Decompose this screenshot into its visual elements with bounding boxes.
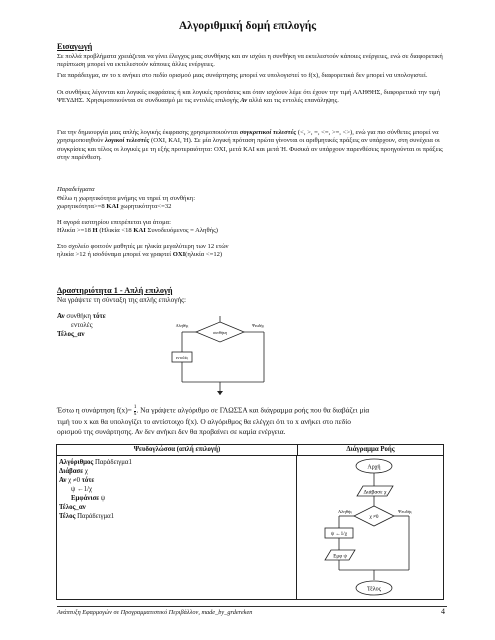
flowchart-header: Διάγραμμα Ροής: [346, 446, 395, 453]
print-label: Εμφ ψ: [333, 553, 347, 560]
example-1: Θέλω η χωρητικότητα μνήμης να τηρεί τη συνθήκη:: [57, 194, 196, 202]
examples-heading: Παραδείγματα: [57, 186, 95, 193]
true-branch-label: Αληθής: [337, 509, 353, 514]
false-branch-label: Ψευδής: [251, 323, 265, 328]
footer-text: Ανάπτυξη Εφαρμογών σε Προγραμματιστικό Περιβάλλον, made_by_grdereken: [57, 609, 253, 616]
example-1-expression: χωρητικότητα>=8 ΚΑΙ χωρητικότητα<=32: [57, 203, 172, 210]
intro-heading: Εισαγωγή: [57, 42, 93, 51]
task-description: Έστω η συνάρτηση f(x)= $\frac{1}{x}$ . Να γράψετε αλγόριθμο σε ΓΛΩΣΣΑ και διάγραμμα ροής που θα διαβάζει μία τιμή του x και θα υπολογίζει το αντίστοιχο f(x). Ο αλγόριθμος θα ελέγχει ότι το x ανήκει στο πεδίο ορισμού της συνάρτησης. Αν δεν ανήκει δεν θα προβαίνει σε καμία ενέργεια.: [57, 404, 370, 436]
syntax-block: Αν συνθήκη τότε εντολές Τέλος_αν: [57, 312, 106, 338]
true-branch-label: Αληθής: [175, 323, 189, 328]
page-title: Αλγοριθμική δομή επιλογής: [178, 20, 317, 32]
end-label: Τέλος: [366, 586, 382, 593]
examples-block: [57, 186, 449, 260]
intro-paragraph-2: Για παράδειγμα, αν το x ανήκει στο πεδίο ορισμού μιας συνάρτησης μπορεί να υπολογιστεί το f(x), διαφορετικά δεν μπορεί να υπολογιστεί.: [57, 72, 428, 79]
intro-paragraph-4: Για την δημιουργία μιας απλής λογικής έκφρασης χρησιμοποιούνται συγκριτικοί τελεστές (<, >, =, <=, >=, <>), ενώ για πιο σύνθετες μπορεί να χρησιμοποιηθούν λογικοί τελεστές (ΟΧΙ, ΚΑΙ, Ή). Σε μία λογική πρόταση πρώτα γίνονται οι αριθμητικές πράξεις αν υπάρχουν, στη συνέχεια οι συγκρίσεις και τέλος οι λογικές με τη εξής προτεραιότητα: ΟΧΙ, μετά ΚΑΙ και μετά Ή. Φυσικά αν υπάρχουν παρενθέσεις προηγούνται οι πράξεις στην παρένθεση.: [57, 129, 443, 162]
solution-flowchart: [297, 456, 443, 600]
commands-label: εντολές: [175, 355, 189, 360]
flowchart-cell: [297, 456, 443, 600]
intro-paragraph-1: Σε πολλά προβλήματα χρειάζεται να γίνει έλεγχος μιας συνθήκης και αν ισχύει η συνθήκη να εκτελεστούν κάποιες ενέργειες, ενώ σε διαφορετική περίπτωση μπορεί να εκτελεστούν κάποιες άλλες ενέργειες.: [57, 53, 443, 69]
start-label: Αρχή: [367, 464, 381, 471]
example-2-expression: Ηλικία >=18 Η (Ηλικία <18 ΚΑΙ Συνοδευόμενος = Αληθής): [57, 227, 218, 234]
selection-flow-diagram: [168, 316, 272, 396]
read-label: Διάβασε χ: [363, 489, 387, 496]
example-2: Η αγορά εισιτηρίου επιτρέπεται για άτομα:: [57, 218, 171, 226]
example-3: Στο σχολείο φοιτούν μαθητές με ηλικία μεγαλύτερη των 12 ετών: [57, 242, 229, 250]
activity-heading: Δραστηριότητα 1 - Απλή επιλογή: [57, 286, 173, 295]
intro-paragraph-3: Οι συνθήκες λέγονται και λογικές εκφράσεις ή και λογικές προτάσεις και όταν ισχύουν λέμε ότι έχουν την τιμή ΑΛΗΘΗΣ, διαφορετικά την τιμή ΨΕΥΔΗΣ. Χρησιμοποιούνται σε συνδυασμό με τις εντολές επιλογής Αν αλλά και τις εντολές επανάληψης.: [57, 89, 441, 105]
assign-label: ψ ←1/χ: [330, 531, 348, 537]
false-branch-label: Ψευδής: [398, 509, 412, 514]
activity-subtitle: Να γράψετε τη σύνταξη της απλής επιλογής:: [57, 296, 186, 304]
page-number: 4: [441, 607, 445, 616]
condition-label: συνθήκη: [212, 330, 228, 335]
pseudocode-header: Ψευδογλώσσα (απλή επιλογή): [57, 445, 298, 455]
pseudocode-cell: Αλγόριθμος Παράδειγμα1 Διάβασε χ Αν χ ≠0 τότε ψ ←1/χ Εμφάνισε ψ Τέλος_αν Τέλος Παράδειγμα1: [57, 456, 297, 600]
example-3-expression: ηλικία >12 ή ισοδύναμα μπορεί να γραφτεί ΟΧΙ(ηλικία <=12): [57, 251, 223, 258]
condition-label: χ ≠0: [369, 514, 379, 520]
footer-divider: [57, 606, 447, 607]
solution-table: [56, 444, 444, 600]
